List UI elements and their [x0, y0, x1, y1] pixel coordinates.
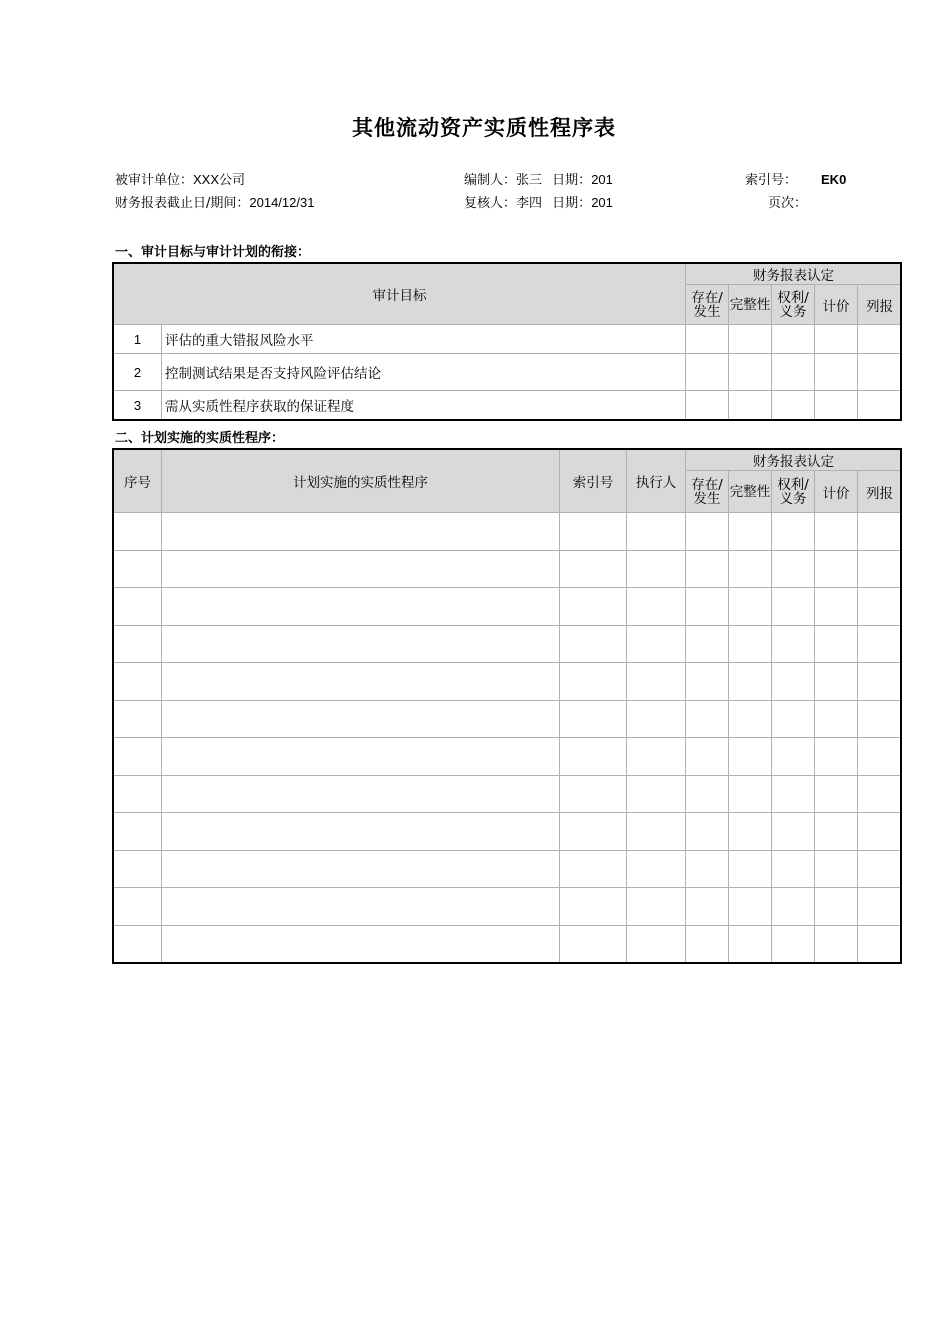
- assertion-cell[interactable]: [686, 925, 729, 963]
- assertion-cell[interactable]: [858, 700, 902, 738]
- table-row: [114, 813, 902, 851]
- row-number: 1: [114, 325, 162, 354]
- report-period: [115, 192, 314, 211]
- assertion-cell[interactable]: [729, 850, 772, 888]
- assertion-cell[interactable]: [815, 813, 858, 851]
- preparer-value: 张三: [516, 173, 543, 188]
- assertion-cell[interactable]: [729, 925, 772, 963]
- assertion-cell[interactable]: [772, 325, 815, 354]
- reviewer: [464, 192, 613, 211]
- assertion-cell[interactable]: [686, 775, 729, 813]
- assertion-rights: 权利/义务: [772, 471, 815, 513]
- assertion-cell[interactable]: [772, 813, 815, 851]
- assertion-cell[interactable]: [815, 354, 858, 391]
- table-row: [114, 550, 902, 588]
- table-row: [114, 588, 902, 626]
- assertion-cell[interactable]: [729, 738, 772, 776]
- assertion-group-header: 财务报表认定: [686, 450, 902, 471]
- assertion-cell[interactable]: [772, 588, 815, 626]
- index-number: [745, 169, 846, 188]
- col-no-header: 序号: [114, 450, 162, 513]
- assertion-cell[interactable]: [772, 775, 815, 813]
- executor-cell[interactable]: [627, 813, 686, 851]
- reviewer-value: 李四: [516, 196, 543, 211]
- assertion-cell[interactable]: [815, 513, 858, 551]
- table-row: [114, 625, 902, 663]
- assertion-completeness: 完整性: [729, 471, 772, 513]
- procedure-cell[interactable]: [162, 775, 560, 813]
- assertion-cell[interactable]: [858, 325, 902, 354]
- row-number-cell[interactable]: [114, 775, 162, 813]
- assertion-cell[interactable]: [686, 550, 729, 588]
- row-number-cell[interactable]: [114, 513, 162, 551]
- assertion-cell[interactable]: [815, 850, 858, 888]
- executor-cell[interactable]: [627, 775, 686, 813]
- objective-text: 评估的重大错报风险水平: [162, 325, 686, 354]
- index-cell[interactable]: [560, 700, 627, 738]
- assertion-cell[interactable]: [772, 925, 815, 963]
- assertion-cell[interactable]: [686, 700, 729, 738]
- prep-date-value: 201: [591, 172, 613, 187]
- period-label: 财务报表截止日/期间：: [115, 196, 250, 211]
- assertion-cell[interactable]: [772, 700, 815, 738]
- assertion-cell[interactable]: [686, 850, 729, 888]
- assertion-cell[interactable]: [858, 925, 902, 963]
- audited-unit: [115, 169, 245, 188]
- assertion-cell[interactable]: [815, 391, 858, 420]
- assertion-cell[interactable]: [686, 625, 729, 663]
- section2-heading: 二、计划实施的实质性程序：: [115, 431, 285, 446]
- assertion-cell[interactable]: [729, 663, 772, 701]
- row-number-cell[interactable]: [114, 738, 162, 776]
- executor-cell[interactable]: [627, 550, 686, 588]
- procedure-cell[interactable]: [162, 738, 560, 776]
- assertion-cell[interactable]: [729, 325, 772, 354]
- index-cell[interactable]: [560, 738, 627, 776]
- assertion-cell[interactable]: [815, 325, 858, 354]
- assertion-cell[interactable]: [772, 550, 815, 588]
- assertion-cell[interactable]: [858, 888, 902, 926]
- audited-unit-label: 被审计单位：: [115, 173, 194, 188]
- assertion-cell[interactable]: [772, 391, 815, 420]
- assertion-cell[interactable]: [858, 813, 902, 851]
- assertion-cell[interactable]: [858, 850, 902, 888]
- table-row: [114, 850, 902, 888]
- assertion-cell[interactable]: [858, 738, 902, 776]
- period-value: 2014/12/31: [249, 195, 315, 210]
- table-row: [114, 775, 902, 813]
- assertion-cell[interactable]: [858, 588, 902, 626]
- row-number-cell[interactable]: [114, 925, 162, 963]
- assertion-cell[interactable]: [729, 775, 772, 813]
- executor-cell[interactable]: [627, 925, 686, 963]
- assertion-cell[interactable]: [729, 888, 772, 926]
- assertion-cell[interactable]: [815, 888, 858, 926]
- index-cell[interactable]: [560, 813, 627, 851]
- row-number-cell[interactable]: [114, 550, 162, 588]
- index-cell[interactable]: [560, 850, 627, 888]
- row-number: 3: [114, 391, 162, 420]
- executor-cell[interactable]: [627, 625, 686, 663]
- page-number: [768, 192, 807, 211]
- assertion-cell[interactable]: [686, 663, 729, 701]
- procedure-cell[interactable]: [162, 513, 560, 551]
- table-row: [114, 325, 902, 354]
- row-number-cell[interactable]: [114, 888, 162, 926]
- row-number-cell[interactable]: [114, 850, 162, 888]
- col-executor-header: 执行人: [627, 450, 686, 513]
- table-row: [114, 513, 902, 551]
- preparer: [464, 169, 613, 188]
- row-number-cell[interactable]: [114, 588, 162, 626]
- assertion-cell[interactable]: [729, 813, 772, 851]
- executor-cell[interactable]: [627, 663, 686, 701]
- preparer-label: 编制人：: [464, 173, 517, 188]
- assertion-completeness: 完整性: [729, 285, 772, 325]
- assertion-presentation: 列报: [858, 471, 902, 513]
- assertion-cell[interactable]: [858, 391, 902, 420]
- assertion-cell[interactable]: [815, 625, 858, 663]
- audit-objective-table: [113, 263, 902, 420]
- procedure-cell[interactable]: [162, 888, 560, 926]
- table-row: [114, 391, 902, 420]
- row-number-cell[interactable]: [114, 700, 162, 738]
- index-cell[interactable]: [560, 588, 627, 626]
- procedure-cell[interactable]: [162, 625, 560, 663]
- assertion-cell[interactable]: [729, 700, 772, 738]
- procedure-cell[interactable]: [162, 550, 560, 588]
- table-row: [114, 354, 902, 391]
- row-number-cell[interactable]: [114, 663, 162, 701]
- assertion-existence: 存在/发生: [686, 471, 729, 513]
- assertion-cell[interactable]: [729, 513, 772, 551]
- assertion-presentation: 列报: [858, 285, 902, 325]
- assertion-cell[interactable]: [729, 391, 772, 420]
- procedure-cell[interactable]: [162, 850, 560, 888]
- assertion-cell[interactable]: [815, 588, 858, 626]
- page-label: 页次：: [768, 196, 808, 211]
- assertion-cell[interactable]: [729, 550, 772, 588]
- assertion-cell[interactable]: [686, 513, 729, 551]
- assertion-cell[interactable]: [815, 925, 858, 963]
- executor-cell[interactable]: [627, 588, 686, 626]
- table-row: [114, 738, 902, 776]
- assertion-cell[interactable]: [729, 625, 772, 663]
- assertion-cell[interactable]: [858, 663, 902, 701]
- review-date-label: 日期：: [552, 196, 592, 211]
- assertion-cell[interactable]: [858, 625, 902, 663]
- index-cell[interactable]: [560, 513, 627, 551]
- assertion-cell[interactable]: [772, 738, 815, 776]
- assertion-existence: 存在/发生: [686, 285, 729, 325]
- procedure-cell[interactable]: [162, 663, 560, 701]
- assertion-cell[interactable]: [815, 738, 858, 776]
- assertion-cell[interactable]: [686, 588, 729, 626]
- assertion-cell[interactable]: [815, 700, 858, 738]
- col-objective-header: 审计目标: [114, 264, 686, 325]
- executor-cell[interactable]: [627, 850, 686, 888]
- assertion-cell[interactable]: [686, 325, 729, 354]
- index-cell[interactable]: [560, 888, 627, 926]
- row-number-cell[interactable]: [114, 625, 162, 663]
- executor-cell[interactable]: [627, 888, 686, 926]
- assertion-cell[interactable]: [729, 588, 772, 626]
- executor-cell[interactable]: [627, 700, 686, 738]
- assertion-cell[interactable]: [772, 513, 815, 551]
- col-index-header: 索引号: [560, 450, 627, 513]
- table-row: [114, 700, 902, 738]
- index-value: EK0: [821, 172, 847, 187]
- table-row: [114, 925, 902, 963]
- assertion-cell[interactable]: [858, 513, 902, 551]
- assertion-valuation: 计价: [815, 471, 858, 513]
- assertion-cell[interactable]: [858, 775, 902, 813]
- assertion-cell[interactable]: [858, 354, 902, 391]
- assertion-valuation: 计价: [815, 285, 858, 325]
- index-cell[interactable]: [560, 625, 627, 663]
- assertion-cell[interactable]: [772, 663, 815, 701]
- review-date-value: 201: [591, 195, 613, 210]
- assertion-cell[interactable]: [772, 850, 815, 888]
- index-cell[interactable]: [560, 663, 627, 701]
- prep-date-label: 日期：: [552, 173, 592, 188]
- procedure-cell[interactable]: [162, 588, 560, 626]
- row-number-cell[interactable]: [114, 813, 162, 851]
- procedure-table: [113, 449, 902, 963]
- index-cell[interactable]: [560, 925, 627, 963]
- objective-text: 控制测试结果是否支持风险评估结论: [162, 354, 686, 391]
- assertion-cell[interactable]: [772, 888, 815, 926]
- assertion-cell[interactable]: [858, 550, 902, 588]
- assertion-cell[interactable]: [686, 813, 729, 851]
- index-cell[interactable]: [560, 775, 627, 813]
- page-title: 其他流动资产实质性程序表: [352, 116, 616, 140]
- table-row: [114, 888, 902, 926]
- assertion-cell[interactable]: [772, 625, 815, 663]
- procedure-cell[interactable]: [162, 813, 560, 851]
- procedure-cell[interactable]: [162, 700, 560, 738]
- col-procedure-header: 计划实施的实质性程序: [162, 450, 560, 513]
- audited-unit-value: XXX公司: [193, 172, 246, 187]
- assertion-cell[interactable]: [686, 738, 729, 776]
- index-label: 索引号：: [745, 173, 798, 188]
- row-number: 2: [114, 354, 162, 391]
- procedure-cell[interactable]: [162, 925, 560, 963]
- index-cell[interactable]: [560, 550, 627, 588]
- assertion-rights: 权利/义务: [772, 285, 815, 325]
- objective-text: 需从实质性程序获取的保证程度: [162, 391, 686, 420]
- table-row: [114, 663, 902, 701]
- section1-heading: 一、审计目标与审计计划的衔接：: [115, 245, 311, 260]
- assertion-cell[interactable]: [686, 391, 729, 420]
- assertion-cell[interactable]: [815, 550, 858, 588]
- assertion-cell[interactable]: [815, 663, 858, 701]
- reviewer-label: 复核人：: [464, 196, 517, 211]
- assertion-cell[interactable]: [686, 354, 729, 391]
- executor-cell[interactable]: [627, 738, 686, 776]
- assertion-group-header: 财务报表认定: [686, 264, 902, 285]
- assertion-cell[interactable]: [729, 354, 772, 391]
- assertion-cell[interactable]: [815, 775, 858, 813]
- assertion-cell[interactable]: [772, 354, 815, 391]
- executor-cell[interactable]: [627, 513, 686, 551]
- assertion-cell[interactable]: [686, 888, 729, 926]
